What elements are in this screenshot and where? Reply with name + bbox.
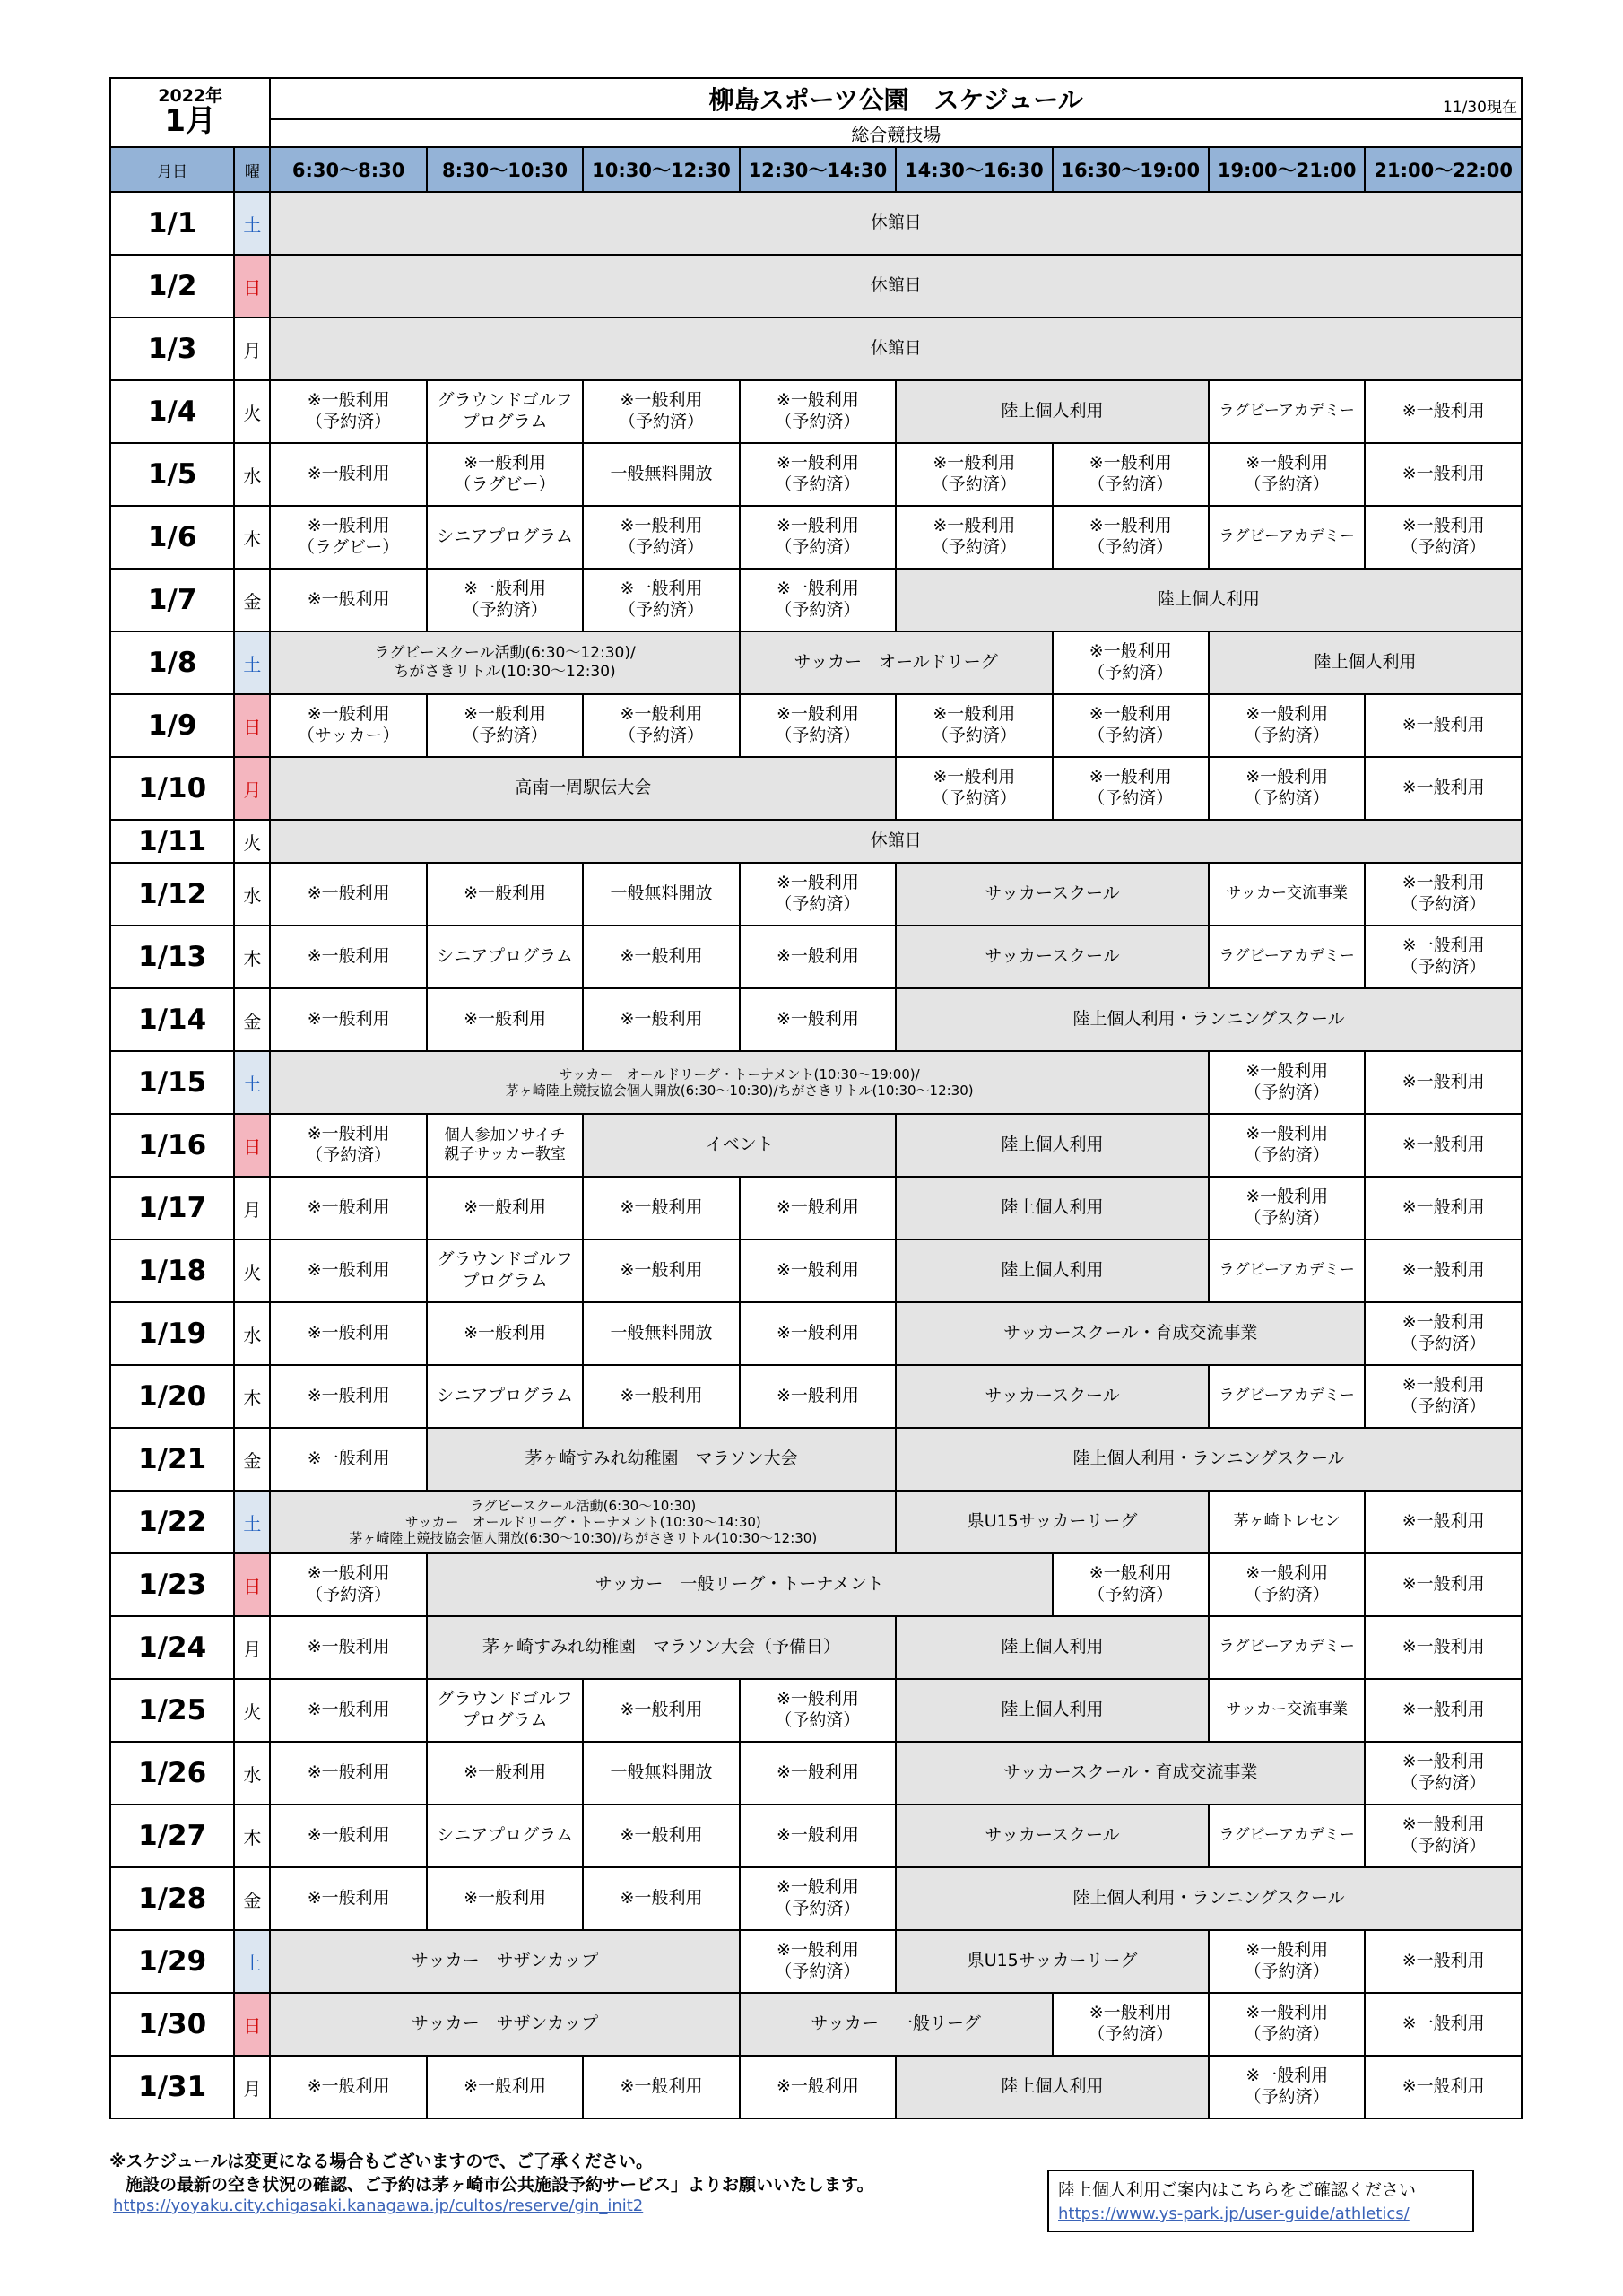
schedule-row bbox=[110, 926, 1522, 988]
schedule-row bbox=[110, 1491, 1522, 1553]
slot-cell: ※一般利用 （ラグビー） bbox=[427, 443, 583, 506]
slot-cell: ※一般利用 bbox=[740, 2056, 896, 2118]
event-block: 陸上個人利用・ランニングスクール bbox=[896, 988, 1522, 1051]
schedule-sheet bbox=[109, 77, 1523, 2223]
event-block: 陸上個人利用・ランニングスクール bbox=[896, 1428, 1522, 1491]
weekday-cell: 日 bbox=[234, 1114, 270, 1177]
slot-cell: ※一般利用 （予約済） bbox=[740, 1679, 896, 1742]
slot-cell: ※一般利用 bbox=[427, 1867, 583, 1930]
date-cell: 1/28 bbox=[110, 1867, 234, 1930]
weekday-cell: 月 bbox=[234, 2056, 270, 2118]
column-header-dow: 曜 bbox=[234, 147, 270, 192]
footer-note-1: ※スケジュールは変更になる場合もございますので、ご了承ください。 bbox=[109, 2152, 653, 2171]
date-cell: 1/27 bbox=[110, 1805, 234, 1867]
slot-cell: ※一般利用 （予約済） bbox=[1365, 1805, 1522, 1867]
schedule-row bbox=[110, 1993, 1522, 2056]
schedule-row bbox=[110, 631, 1522, 694]
slot-cell: 一般無料開放 bbox=[583, 863, 739, 926]
slot-cell: ※一般利用 bbox=[1365, 1177, 1522, 1239]
weekday-cell: 火 bbox=[234, 1239, 270, 1302]
slot-cell: ※一般利用 bbox=[1365, 1616, 1522, 1679]
schedule-row bbox=[110, 1051, 1522, 1114]
slot-cell: ※一般利用 （予約済） bbox=[1209, 1553, 1365, 1616]
schedule-row bbox=[110, 863, 1522, 926]
weekday-cell: 土 bbox=[234, 1491, 270, 1553]
slot-cell: ※一般利用 bbox=[270, 1679, 426, 1742]
slot-cell: ラグビーアカデミー bbox=[1209, 380, 1365, 443]
date-cell: 1/30 bbox=[110, 1993, 234, 2056]
slot-cell: ※一般利用 bbox=[270, 1239, 426, 1302]
event-block: サッカー オールドリーグ・トーナメント(10:30～19:00)/ 茅ヶ崎陸上競技協会個人開放(6:30～10:30)/ちがさきリトル(10:30～12:30) bbox=[270, 1051, 1209, 1114]
date-cell: 1/9 bbox=[110, 694, 234, 757]
schedule-row bbox=[110, 2056, 1522, 2118]
slot-cell: ※一般利用 （予約済） bbox=[427, 694, 583, 757]
weekday-cell: 火 bbox=[234, 1679, 270, 1742]
reservation-link[interactable]: https://yoyaku.city.chigasaki.kanagawa.jp/cultos/reserve/gin_init2 bbox=[113, 2196, 644, 2215]
slot-cell: ※一般利用 bbox=[270, 569, 426, 631]
footer-note-2: 施設の最新の空き状況の確認、ご予約は茅ヶ崎市公共施設予約サービス」よりお願いいたします。 bbox=[126, 2175, 874, 2195]
slot-cell: ※一般利用 bbox=[1365, 1051, 1522, 1114]
schedule-row bbox=[110, 1867, 1522, 1930]
event-block: 陸上個人利用 bbox=[896, 1616, 1209, 1679]
weekday-cell: 金 bbox=[234, 1428, 270, 1491]
weekday-cell: 木 bbox=[234, 1365, 270, 1428]
slot-cell: ※一般利用 （予約済） bbox=[583, 694, 739, 757]
slot-cell: ※一般利用 （予約済） bbox=[1209, 1114, 1365, 1177]
slot-cell: ※一般利用 （予約済） bbox=[740, 569, 896, 631]
slot-cell: ※一般利用 bbox=[1365, 1491, 1522, 1553]
column-header-slot: 12:30～14:30 bbox=[740, 147, 896, 192]
slot-cell: ※一般利用 bbox=[270, 443, 426, 506]
slot-cell: ※一般利用 bbox=[270, 1428, 426, 1491]
slot-cell: ※一般利用 （予約済） bbox=[1365, 863, 1522, 926]
schedule-row bbox=[110, 317, 1522, 380]
weekday-cell: 月 bbox=[234, 317, 270, 380]
schedule-row bbox=[110, 1114, 1522, 1177]
event-block: サッカースクール・育成交流事業 bbox=[896, 1302, 1365, 1365]
slot-cell: 一般無料開放 bbox=[583, 1742, 739, 1805]
slot-cell: ※一般利用 bbox=[427, 1742, 583, 1805]
event-block: 陸上個人利用 bbox=[896, 2056, 1209, 2118]
slot-cell: ※一般利用 bbox=[740, 1177, 896, 1239]
slot-cell: 一般無料開放 bbox=[583, 1302, 739, 1365]
schedule-row bbox=[110, 569, 1522, 631]
slot-cell: ラグビーアカデミー bbox=[1209, 1239, 1365, 1302]
column-header-row bbox=[110, 147, 1522, 192]
event-block: サッカー サザンカップ bbox=[270, 1993, 739, 2056]
weekday-cell: 日 bbox=[234, 694, 270, 757]
weekday-cell: 土 bbox=[234, 631, 270, 694]
slot-cell: ※一般利用 bbox=[270, 1616, 426, 1679]
schedule-row bbox=[110, 1428, 1522, 1491]
schedule-row bbox=[110, 757, 1522, 820]
event-block: 休館日 bbox=[270, 820, 1522, 863]
slot-cell: ※一般利用 （予約済） bbox=[1053, 1553, 1209, 1616]
slot-cell: ※一般利用 bbox=[427, 1302, 583, 1365]
slot-cell: ラグビーアカデミー bbox=[1209, 506, 1365, 569]
date-cell: 1/21 bbox=[110, 1428, 234, 1491]
schedule-row bbox=[110, 1805, 1522, 1867]
event-block: イベント bbox=[583, 1114, 896, 1177]
event-block: 茅ヶ崎すみれ幼稚園 マラソン大会（予備日） bbox=[427, 1616, 896, 1679]
slot-cell: ※一般利用 bbox=[270, 988, 426, 1051]
weekday-cell: 木 bbox=[234, 506, 270, 569]
title-cell bbox=[270, 78, 1522, 119]
date-cell: 1/29 bbox=[110, 1930, 234, 1993]
slot-cell: サッカー交流事業 bbox=[1209, 1679, 1365, 1742]
date-cell: 1/17 bbox=[110, 1177, 234, 1239]
event-block: サッカースクール bbox=[896, 1365, 1209, 1428]
weekday-cell: 水 bbox=[234, 1742, 270, 1805]
column-header-slot: 10:30～12:30 bbox=[583, 147, 739, 192]
weekday-cell: 金 bbox=[234, 569, 270, 631]
date-cell: 1/23 bbox=[110, 1553, 234, 1616]
date-cell: 1/15 bbox=[110, 1051, 234, 1114]
slot-cell: ※一般利用 （予約済） bbox=[1209, 1051, 1365, 1114]
slot-cell: ※一般利用 （予約済） bbox=[1053, 1993, 1209, 2056]
slot-cell: サッカー交流事業 bbox=[1209, 863, 1365, 926]
weekday-cell: 日 bbox=[234, 1553, 270, 1616]
slot-cell: ※一般利用 （予約済） bbox=[740, 380, 896, 443]
column-header-slot: 8:30～10:30 bbox=[427, 147, 583, 192]
slot-cell: ※一般利用 bbox=[583, 1867, 739, 1930]
slot-cell: ※一般利用 （予約済） bbox=[740, 1930, 896, 1993]
date-cell: 1/14 bbox=[110, 988, 234, 1051]
weekday-cell: 土 bbox=[234, 192, 270, 255]
slot-cell: ※一般利用 bbox=[1365, 1993, 1522, 2056]
slot-cell: ※一般利用 （予約済） bbox=[270, 380, 426, 443]
date-cell: 1/26 bbox=[110, 1742, 234, 1805]
slot-cell: ※一般利用 （予約済） bbox=[427, 569, 583, 631]
year-label: 2022年 bbox=[158, 85, 223, 106]
slot-cell: ※一般利用 （予約済） bbox=[896, 757, 1052, 820]
slot-cell: ※一般利用 （予約済） bbox=[1053, 757, 1209, 820]
slot-cell: シニアプログラム bbox=[427, 926, 583, 988]
weekday-cell: 水 bbox=[234, 863, 270, 926]
slot-cell: ※一般利用 bbox=[270, 926, 426, 988]
slot-cell: ※一般利用 bbox=[270, 1805, 426, 1867]
event-block: 県U15サッカーリーグ bbox=[896, 1930, 1209, 1993]
event-block: 休館日 bbox=[270, 255, 1522, 317]
slot-cell: ※一般利用 bbox=[1365, 1553, 1522, 1616]
slot-cell: ※一般利用 bbox=[270, 1302, 426, 1365]
slot-cell: グラウンドゴルフ プログラム bbox=[427, 380, 583, 443]
slot-cell: ※一般利用 bbox=[1365, 1930, 1522, 1993]
slot-cell: ※一般利用 bbox=[270, 2056, 426, 2118]
slot-cell: ※一般利用 （予約済） bbox=[1365, 926, 1522, 988]
schedule-row bbox=[110, 255, 1522, 317]
event-block: サッカー 一般リーグ・トーナメント bbox=[427, 1553, 1053, 1616]
schedule-row bbox=[110, 1742, 1522, 1805]
event-block: サッカー サザンカップ bbox=[270, 1930, 739, 1993]
weekday-cell: 日 bbox=[234, 255, 270, 317]
weekday-cell: 土 bbox=[234, 1930, 270, 1993]
slot-cell: ※一般利用 （予約済） bbox=[1209, 694, 1365, 757]
event-block: 陸上個人利用 bbox=[896, 1177, 1209, 1239]
date-cell: 1/22 bbox=[110, 1491, 234, 1553]
date-cell: 1/3 bbox=[110, 317, 234, 380]
column-header-slot: 14:30～16:30 bbox=[896, 147, 1052, 192]
slot-cell: ※一般利用 （予約済） bbox=[1209, 1993, 1365, 2056]
event-block: 陸上個人利用 bbox=[896, 1679, 1209, 1742]
schedule-row bbox=[110, 1930, 1522, 1993]
date-cell: 1/19 bbox=[110, 1302, 234, 1365]
slot-cell: ラグビーアカデミー bbox=[1209, 1365, 1365, 1428]
date-cell: 1/20 bbox=[110, 1365, 234, 1428]
slot-cell: ※一般利用 （予約済） bbox=[1209, 443, 1365, 506]
weekday-cell: 火 bbox=[234, 820, 270, 863]
column-header-slot: 19:00～21:00 bbox=[1209, 147, 1365, 192]
weekday-cell: 木 bbox=[234, 926, 270, 988]
event-block: 陸上個人利用 bbox=[896, 569, 1522, 631]
slot-cell: ※一般利用 （予約済） bbox=[740, 863, 896, 926]
slot-cell: ラグビーアカデミー bbox=[1209, 926, 1365, 988]
slot-cell: ※一般利用 bbox=[740, 988, 896, 1051]
year-month-cell bbox=[110, 78, 270, 147]
slot-cell: ※一般利用 （予約済） bbox=[583, 506, 739, 569]
slot-cell: ※一般利用 bbox=[1365, 2056, 1522, 2118]
schedule-row bbox=[110, 192, 1522, 255]
slot-cell: ※一般利用 （予約済） bbox=[1365, 1365, 1522, 1428]
column-header-slot: 6:30～8:30 bbox=[270, 147, 426, 192]
slot-cell: ※一般利用 bbox=[1365, 1679, 1522, 1742]
weekday-cell: 金 bbox=[234, 1867, 270, 1930]
schedule-row bbox=[110, 988, 1522, 1051]
facility-name: 総合競技場 bbox=[270, 119, 1522, 147]
slot-cell: ※一般利用 bbox=[270, 1867, 426, 1930]
slot-cell: ※一般利用 （予約済） bbox=[896, 506, 1052, 569]
slot-cell: ラグビーアカデミー bbox=[1209, 1616, 1365, 1679]
column-header-slot: 21:00～22:00 bbox=[1365, 147, 1522, 192]
slot-cell: ※一般利用 （予約済） bbox=[1209, 1177, 1365, 1239]
slot-cell: ※一般利用 bbox=[1365, 380, 1522, 443]
slot-cell: ※一般利用 bbox=[427, 2056, 583, 2118]
weekday-cell: 日 bbox=[234, 1993, 270, 2056]
event-block: サッカースクール・育成交流事業 bbox=[896, 1742, 1365, 1805]
athletics-guide-link[interactable]: https://www.ys-park.jp/user-guide/athletics/ bbox=[1058, 2205, 1410, 2223]
weekday-cell: 月 bbox=[234, 1177, 270, 1239]
schedule-row bbox=[110, 506, 1522, 569]
schedule-row bbox=[110, 1302, 1522, 1365]
slot-cell: シニアプログラム bbox=[427, 1365, 583, 1428]
slot-cell: ※一般利用 bbox=[583, 1239, 739, 1302]
weekday-cell: 水 bbox=[234, 1302, 270, 1365]
event-block: サッカー オールドリーグ bbox=[740, 631, 1053, 694]
event-block: ラグビースクール活動(6:30～10:30) サッカー オールドリーグ・トーナメント(10:30～14:30) 茅ヶ崎陸上競技協会個人開放(6:30～10:30)/ちがさきリトル(10:30～12:30) bbox=[270, 1491, 896, 1553]
weekday-cell: 月 bbox=[234, 757, 270, 820]
event-block: 高南一周駅伝大会 bbox=[270, 757, 896, 820]
weekday-cell: 土 bbox=[234, 1051, 270, 1114]
date-cell: 1/7 bbox=[110, 569, 234, 631]
slot-cell: ※一般利用 （サッカー） bbox=[270, 694, 426, 757]
column-header-slot: 16:30～19:00 bbox=[1053, 147, 1209, 192]
event-block: 陸上個人利用 bbox=[896, 380, 1209, 443]
date-cell: 1/24 bbox=[110, 1616, 234, 1679]
slot-cell: ※一般利用 （予約済） bbox=[1209, 2056, 1365, 2118]
slot-cell: ※一般利用 bbox=[1365, 757, 1522, 820]
weekday-cell: 月 bbox=[234, 1616, 270, 1679]
schedule-row bbox=[110, 1177, 1522, 1239]
slot-cell: ※一般利用 （予約済） bbox=[896, 694, 1052, 757]
schedule-row bbox=[110, 1365, 1522, 1428]
schedule-row bbox=[110, 1679, 1522, 1742]
slot-cell: ※一般利用 （予約済） bbox=[896, 443, 1052, 506]
slot-cell: ※一般利用 bbox=[1365, 1239, 1522, 1302]
slot-cell: ※一般利用 bbox=[1365, 694, 1522, 757]
date-cell: 1/11 bbox=[110, 820, 234, 863]
schedule-row bbox=[110, 694, 1522, 757]
slot-cell: 茅ヶ崎トレセン bbox=[1209, 1491, 1365, 1553]
slot-cell: ※一般利用 bbox=[583, 1177, 739, 1239]
schedule-row bbox=[110, 1616, 1522, 1679]
slot-cell: ※一般利用 （予約済） bbox=[1209, 1930, 1365, 1993]
event-block: 陸上個人利用 bbox=[896, 1239, 1209, 1302]
athletics-guide-box bbox=[1047, 2170, 1474, 2232]
slot-cell: ※一般利用 bbox=[583, 2056, 739, 2118]
event-block: 休館日 bbox=[270, 317, 1522, 380]
month-label: 1月 bbox=[164, 102, 217, 139]
athletics-guide-text: 陸上個人利用ご案内はこちらをご確認ください bbox=[1058, 2180, 1417, 2200]
slot-cell: グラウンドゴルフ プログラム bbox=[427, 1239, 583, 1302]
event-block: 陸上個人利用 bbox=[896, 1114, 1209, 1177]
slot-cell: ※一般利用 bbox=[740, 1805, 896, 1867]
event-block: サッカースクール bbox=[896, 863, 1209, 926]
weekday-cell: 金 bbox=[234, 988, 270, 1051]
slot-cell: ※一般利用 bbox=[427, 863, 583, 926]
as-of-date: 11/30現在 bbox=[1443, 99, 1517, 117]
event-block: 茅ヶ崎すみれ幼稚園 マラソン大会 bbox=[427, 1428, 896, 1491]
event-block: サッカー 一般リーグ bbox=[740, 1993, 1053, 2056]
schedule-row bbox=[110, 820, 1522, 863]
slot-cell: ※一般利用 （予約済） bbox=[270, 1553, 426, 1616]
slot-cell: ※一般利用 （ラグビー） bbox=[270, 506, 426, 569]
weekday-cell: 火 bbox=[234, 380, 270, 443]
slot-cell: ※一般利用 bbox=[583, 926, 739, 988]
slot-cell: ラグビーアカデミー bbox=[1209, 1805, 1365, 1867]
slot-cell: ※一般利用 bbox=[583, 1365, 739, 1428]
slot-cell: ※一般利用 bbox=[583, 1805, 739, 1867]
slot-cell: ※一般利用 bbox=[583, 988, 739, 1051]
schedule-row bbox=[110, 443, 1522, 506]
slot-cell: ※一般利用 bbox=[740, 1365, 896, 1428]
slot-cell: ※一般利用 bbox=[1365, 443, 1522, 506]
schedule-row bbox=[110, 1553, 1522, 1616]
date-cell: 1/8 bbox=[110, 631, 234, 694]
slot-cell: ※一般利用 （予約済） bbox=[270, 1114, 426, 1177]
event-block: 陸上個人利用 bbox=[1209, 631, 1522, 694]
date-cell: 1/1 bbox=[110, 192, 234, 255]
slot-cell: ※一般利用 （予約済） bbox=[740, 1867, 896, 1930]
slot-cell: ※一般利用 （予約済） bbox=[1365, 506, 1522, 569]
event-block: サッカースクール bbox=[896, 926, 1209, 988]
slot-cell: 個人参加ソサイチ 親子サッカー教室 bbox=[427, 1114, 583, 1177]
slot-cell: ※一般利用 bbox=[1365, 1114, 1522, 1177]
date-cell: 1/18 bbox=[110, 1239, 234, 1302]
column-header-date: 月日 bbox=[110, 147, 234, 192]
slot-cell: ※一般利用 （予約済） bbox=[583, 380, 739, 443]
slot-cell: シニアプログラム bbox=[427, 1805, 583, 1867]
slot-cell: ※一般利用 bbox=[740, 1302, 896, 1365]
event-block: ラグビースクール活動(6:30～12:30)/ ちがさきリトル(10:30～12:30) bbox=[270, 631, 739, 694]
slot-cell: ※一般利用 （予約済） bbox=[1053, 443, 1209, 506]
slot-cell: ※一般利用 （予約済） bbox=[1053, 631, 1209, 694]
event-block: 休館日 bbox=[270, 192, 1522, 255]
weekday-cell: 水 bbox=[234, 443, 270, 506]
slot-cell: ※一般利用 bbox=[583, 1679, 739, 1742]
date-cell: 1/2 bbox=[110, 255, 234, 317]
slot-cell: ※一般利用 bbox=[270, 1365, 426, 1428]
schedule-table bbox=[109, 77, 1523, 2119]
slot-cell: ※一般利用 bbox=[740, 926, 896, 988]
slot-cell: ※一般利用 （予約済） bbox=[740, 694, 896, 757]
weekday-cell: 木 bbox=[234, 1805, 270, 1867]
slot-cell: ※一般利用 （予約済） bbox=[1209, 757, 1365, 820]
slot-cell: ※一般利用 （予約済） bbox=[740, 443, 896, 506]
schedule-row bbox=[110, 380, 1522, 443]
event-block: 陸上個人利用・ランニングスクール bbox=[896, 1867, 1522, 1930]
slot-cell: ※一般利用 bbox=[427, 988, 583, 1051]
date-cell: 1/13 bbox=[110, 926, 234, 988]
slot-cell: ※一般利用 bbox=[270, 1742, 426, 1805]
slot-cell: ※一般利用 （予約済） bbox=[1365, 1742, 1522, 1805]
date-cell: 1/10 bbox=[110, 757, 234, 820]
slot-cell: ※一般利用 （予約済） bbox=[1053, 506, 1209, 569]
date-cell: 1/12 bbox=[110, 863, 234, 926]
slot-cell: ※一般利用 （予約済） bbox=[583, 569, 739, 631]
page-title: 柳島スポーツ公園 スケジュール bbox=[708, 85, 1083, 115]
date-cell: 1/6 bbox=[110, 506, 234, 569]
slot-cell: グラウンドゴルフ プログラム bbox=[427, 1679, 583, 1742]
slot-cell: ※一般利用 bbox=[740, 1742, 896, 1805]
slot-cell: 一般無料開放 bbox=[583, 443, 739, 506]
event-block: サッカースクール bbox=[896, 1805, 1209, 1867]
slot-cell: ※一般利用 （予約済） bbox=[1365, 1302, 1522, 1365]
schedule-row bbox=[110, 1239, 1522, 1302]
slot-cell: ※一般利用 bbox=[270, 863, 426, 926]
slot-cell: ※一般利用 （予約済） bbox=[740, 506, 896, 569]
date-cell: 1/31 bbox=[110, 2056, 234, 2118]
date-cell: 1/4 bbox=[110, 380, 234, 443]
slot-cell: ※一般利用 （予約済） bbox=[1053, 694, 1209, 757]
slot-cell: ※一般利用 bbox=[270, 1177, 426, 1239]
slot-cell: ※一般利用 bbox=[427, 1177, 583, 1239]
slot-cell: シニアプログラム bbox=[427, 506, 583, 569]
date-cell: 1/5 bbox=[110, 443, 234, 506]
slot-cell: ※一般利用 bbox=[740, 1239, 896, 1302]
date-cell: 1/25 bbox=[110, 1679, 234, 1742]
date-cell: 1/16 bbox=[110, 1114, 234, 1177]
event-block: 県U15サッカーリーグ bbox=[896, 1491, 1209, 1553]
